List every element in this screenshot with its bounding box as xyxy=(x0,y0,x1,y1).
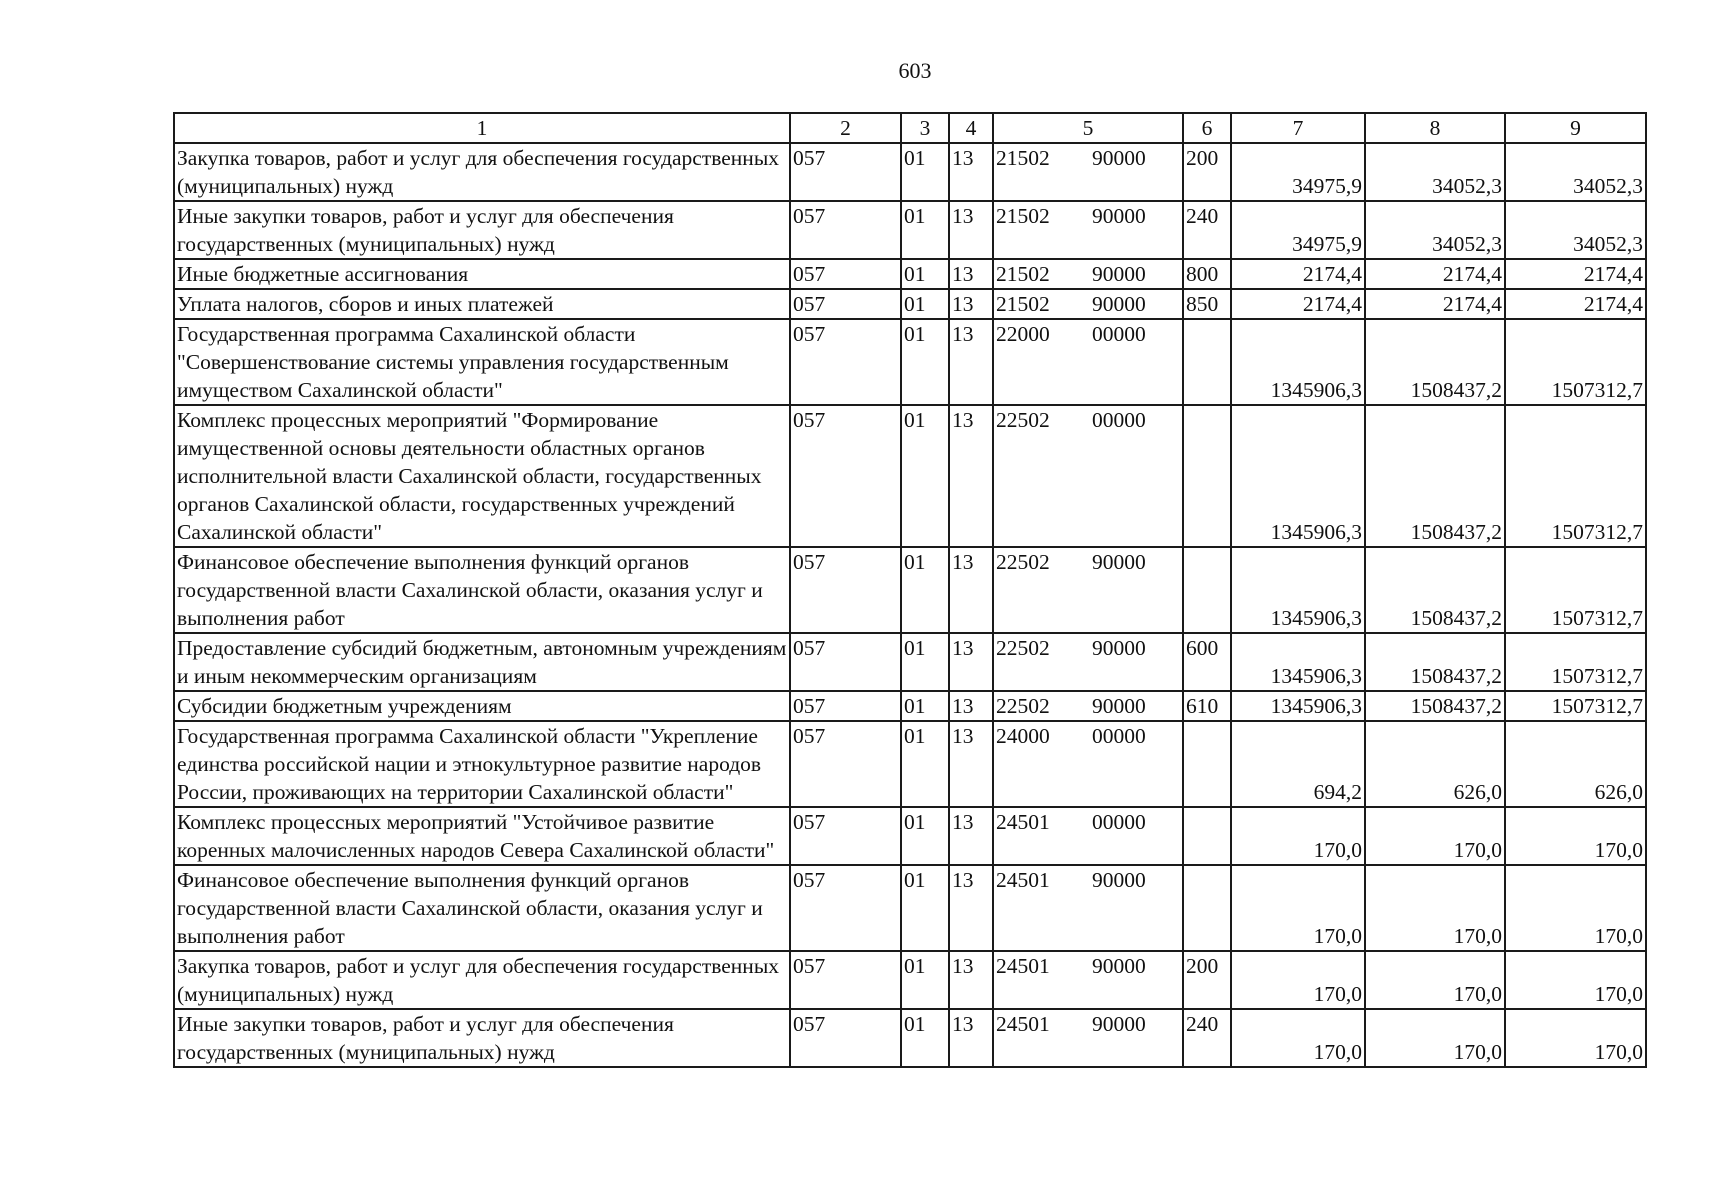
target-article-code xyxy=(993,865,1183,951)
target-article-program: 21502 xyxy=(996,292,1050,316)
target-article-direction: 90000 xyxy=(1092,694,1146,718)
amount-col-7: 170,0 xyxy=(1231,1009,1365,1067)
expense-type-code: 240 xyxy=(1183,1009,1231,1067)
amount-col-9: 1507312,7 xyxy=(1505,547,1646,633)
admin-code: 057 xyxy=(790,289,901,319)
table-row xyxy=(174,289,1646,319)
section-code: 01 xyxy=(901,259,949,289)
row-name: Комплекс процессных мероприятий "Устойчивое развитие коренных малочисленных народов Севера Сахалинской области" xyxy=(174,807,790,865)
row-name: Финансовое обеспечение выполнения функций органов государственной власти Сахалинской области, оказания услуг и выполнения работ xyxy=(174,547,790,633)
table-row xyxy=(174,633,1646,691)
target-article-code xyxy=(993,807,1183,865)
column-header-9: 9 xyxy=(1505,113,1646,143)
row-name: Уплата налогов, сборов и иных платежей xyxy=(174,289,790,319)
row-name: Государственная программа Сахалинской области "Совершенствование системы управления государственным имуществом Сахалинской области" xyxy=(174,319,790,405)
table-row xyxy=(174,259,1646,289)
amount-col-7: 170,0 xyxy=(1231,865,1365,951)
amount-col-8: 1508437,2 xyxy=(1365,319,1505,405)
admin-code: 057 xyxy=(790,633,901,691)
target-article-program: 22502 xyxy=(996,636,1050,660)
column-header-2: 2 xyxy=(790,113,901,143)
section-code: 01 xyxy=(901,865,949,951)
amount-col-9: 34052,3 xyxy=(1505,201,1646,259)
target-article-program: 22000 xyxy=(996,322,1050,346)
row-name: Закупка товаров, работ и услуг для обеспечения государственных (муниципальных) нужд xyxy=(174,951,790,1009)
admin-code: 057 xyxy=(790,721,901,807)
section-code: 01 xyxy=(901,1009,949,1067)
column-header-1: 1 xyxy=(174,113,790,143)
table-header-row xyxy=(174,113,1646,143)
target-article-direction: 90000 xyxy=(1092,262,1146,286)
target-article-direction: 90000 xyxy=(1092,868,1146,892)
amount-col-7: 1345906,3 xyxy=(1231,319,1365,405)
amount-col-9: 626,0 xyxy=(1505,721,1646,807)
amount-col-9: 1507312,7 xyxy=(1505,319,1646,405)
admin-code: 057 xyxy=(790,865,901,951)
subsection-code: 13 xyxy=(949,807,993,865)
admin-code: 057 xyxy=(790,319,901,405)
expense-type-code: 200 xyxy=(1183,143,1231,201)
amount-col-8: 170,0 xyxy=(1365,865,1505,951)
table-row xyxy=(174,951,1646,1009)
target-article-direction: 00000 xyxy=(1092,724,1146,748)
expense-type-code: 600 xyxy=(1183,633,1231,691)
section-code: 01 xyxy=(901,547,949,633)
target-article-direction: 90000 xyxy=(1092,550,1146,574)
table-row xyxy=(174,143,1646,201)
amount-col-9: 2174,4 xyxy=(1505,259,1646,289)
subsection-code: 13 xyxy=(949,1009,993,1067)
section-code: 01 xyxy=(901,143,949,201)
target-article-program: 22502 xyxy=(996,408,1050,432)
target-article-program: 24501 xyxy=(996,810,1050,834)
amount-col-9: 1507312,7 xyxy=(1505,633,1646,691)
subsection-code: 13 xyxy=(949,289,993,319)
amount-col-9: 170,0 xyxy=(1505,951,1646,1009)
row-name: Субсидии бюджетным учреждениям xyxy=(174,691,790,721)
admin-code: 057 xyxy=(790,1009,901,1067)
target-article-program: 21502 xyxy=(996,262,1050,286)
expense-type-code: 610 xyxy=(1183,691,1231,721)
target-article-direction: 90000 xyxy=(1092,292,1146,316)
target-article-program: 21502 xyxy=(996,204,1050,228)
amount-col-7: 1345906,3 xyxy=(1231,405,1365,547)
target-article-direction: 90000 xyxy=(1092,954,1146,978)
admin-code: 057 xyxy=(790,201,901,259)
target-article-program: 22502 xyxy=(996,694,1050,718)
target-article-code xyxy=(993,633,1183,691)
row-name: Предоставление субсидий бюджетным, автономным учреждениям и иным некоммерческим организациям xyxy=(174,633,790,691)
column-header-5: 5 xyxy=(993,113,1183,143)
section-code: 01 xyxy=(901,319,949,405)
amount-col-7: 2174,4 xyxy=(1231,289,1365,319)
subsection-code: 13 xyxy=(949,201,993,259)
row-name: Иные закупки товаров, работ и услуг для обеспечения государственных (муниципальных) нужд xyxy=(174,201,790,259)
row-name: Финансовое обеспечение выполнения функций органов государственной власти Сахалинской области, оказания услуг и выполнения работ xyxy=(174,865,790,951)
expense-type-code xyxy=(1183,865,1231,951)
amount-col-8: 1508437,2 xyxy=(1365,633,1505,691)
expense-type-code xyxy=(1183,547,1231,633)
target-article-code xyxy=(993,405,1183,547)
admin-code: 057 xyxy=(790,143,901,201)
subsection-code: 13 xyxy=(949,143,993,201)
target-article-direction: 00000 xyxy=(1092,322,1146,346)
section-code: 01 xyxy=(901,691,949,721)
admin-code: 057 xyxy=(790,405,901,547)
table-row xyxy=(174,319,1646,405)
section-code: 01 xyxy=(901,951,949,1009)
table-row xyxy=(174,721,1646,807)
amount-col-7: 1345906,3 xyxy=(1231,633,1365,691)
page-number: 603 xyxy=(898,58,932,83)
budget-table xyxy=(173,112,1647,1068)
admin-code: 057 xyxy=(790,951,901,1009)
amount-col-8: 1508437,2 xyxy=(1365,405,1505,547)
section-code: 01 xyxy=(901,201,949,259)
target-article-code xyxy=(993,1009,1183,1067)
row-name: Иные закупки товаров, работ и услуг для обеспечения государственных (муниципальных) нужд xyxy=(174,1009,790,1067)
target-article-direction: 90000 xyxy=(1092,146,1146,170)
target-article-code xyxy=(993,547,1183,633)
amount-col-8: 170,0 xyxy=(1365,807,1505,865)
expense-type-code: 800 xyxy=(1183,259,1231,289)
amount-col-7: 1345906,3 xyxy=(1231,691,1365,721)
column-header-3: 3 xyxy=(901,113,949,143)
amount-col-9: 170,0 xyxy=(1505,1009,1646,1067)
target-article-program: 21502 xyxy=(996,146,1050,170)
target-article-code xyxy=(993,259,1183,289)
target-article-direction: 00000 xyxy=(1092,408,1146,432)
expense-type-code xyxy=(1183,807,1231,865)
row-name: Комплекс процессных мероприятий "Формирование имущественной основы деятельности областных органов исполнительной власти Сахалинской области, государственных органов Сахалинской области, государственных учреждений Сахалинской области" xyxy=(174,405,790,547)
table-body xyxy=(174,143,1646,1067)
section-code: 01 xyxy=(901,807,949,865)
amount-col-8: 34052,3 xyxy=(1365,143,1505,201)
subsection-code: 13 xyxy=(949,319,993,405)
target-article-code xyxy=(993,143,1183,201)
amount-col-7: 170,0 xyxy=(1231,807,1365,865)
amount-col-9: 2174,4 xyxy=(1505,289,1646,319)
admin-code: 057 xyxy=(790,259,901,289)
amount-col-8: 34052,3 xyxy=(1365,201,1505,259)
target-article-direction: 90000 xyxy=(1092,636,1146,660)
admin-code: 057 xyxy=(790,807,901,865)
amount-col-7: 2174,4 xyxy=(1231,259,1365,289)
expense-type-code: 850 xyxy=(1183,289,1231,319)
subsection-code: 13 xyxy=(949,405,993,547)
expense-type-code: 240 xyxy=(1183,201,1231,259)
target-article-program: 24000 xyxy=(996,724,1050,748)
section-code: 01 xyxy=(901,405,949,547)
table-row xyxy=(174,201,1646,259)
amount-col-7: 34975,9 xyxy=(1231,143,1365,201)
table-row xyxy=(174,691,1646,721)
amount-col-7: 694,2 xyxy=(1231,721,1365,807)
row-name: Иные бюджетные ассигнования xyxy=(174,259,790,289)
expense-type-code: 200 xyxy=(1183,951,1231,1009)
row-name: Закупка товаров, работ и услуг для обеспечения государственных (муниципальных) нужд xyxy=(174,143,790,201)
target-article-direction: 90000 xyxy=(1092,204,1146,228)
target-article-program: 22502 xyxy=(996,550,1050,574)
target-article-code xyxy=(993,951,1183,1009)
amount-col-8: 1508437,2 xyxy=(1365,547,1505,633)
amount-col-9: 170,0 xyxy=(1505,865,1646,951)
amount-col-7: 170,0 xyxy=(1231,951,1365,1009)
expense-type-code xyxy=(1183,405,1231,547)
section-code: 01 xyxy=(901,289,949,319)
amount-col-7: 34975,9 xyxy=(1231,201,1365,259)
subsection-code: 13 xyxy=(949,865,993,951)
target-article-code xyxy=(993,691,1183,721)
column-header-6: 6 xyxy=(1183,113,1231,143)
admin-code: 057 xyxy=(790,547,901,633)
amount-col-8: 170,0 xyxy=(1365,951,1505,1009)
admin-code: 057 xyxy=(790,691,901,721)
amount-col-9: 34052,3 xyxy=(1505,143,1646,201)
expense-type-code xyxy=(1183,721,1231,807)
column-header-8: 8 xyxy=(1365,113,1505,143)
target-article-code xyxy=(993,319,1183,405)
target-article-code xyxy=(993,721,1183,807)
subsection-code: 13 xyxy=(949,547,993,633)
subsection-code: 13 xyxy=(949,259,993,289)
subsection-code: 13 xyxy=(949,951,993,1009)
column-header-7: 7 xyxy=(1231,113,1365,143)
target-article-direction: 90000 xyxy=(1092,1012,1146,1036)
table-row xyxy=(174,1009,1646,1067)
target-article-direction: 00000 xyxy=(1092,810,1146,834)
column-header-4: 4 xyxy=(949,113,993,143)
amount-col-8: 1508437,2 xyxy=(1365,691,1505,721)
target-article-program: 24501 xyxy=(996,868,1050,892)
section-code: 01 xyxy=(901,633,949,691)
target-article-program: 24501 xyxy=(996,1012,1050,1036)
amount-col-9: 1507312,7 xyxy=(1505,691,1646,721)
row-name: Государственная программа Сахалинской области "Укрепление единства российской нации и этнокультурное развитие народов России, проживающих на территории Сахалинской области" xyxy=(174,721,790,807)
amount-col-8: 2174,4 xyxy=(1365,289,1505,319)
amount-col-8: 170,0 xyxy=(1365,1009,1505,1067)
target-article-code xyxy=(993,289,1183,319)
subsection-code: 13 xyxy=(949,691,993,721)
subsection-code: 13 xyxy=(949,721,993,807)
table-row xyxy=(174,405,1646,547)
amount-col-9: 170,0 xyxy=(1505,807,1646,865)
target-article-program: 24501 xyxy=(996,954,1050,978)
table-row xyxy=(174,547,1646,633)
subsection-code: 13 xyxy=(949,633,993,691)
amount-col-8: 2174,4 xyxy=(1365,259,1505,289)
table-row xyxy=(174,807,1646,865)
amount-col-9: 1507312,7 xyxy=(1505,405,1646,547)
expense-type-code xyxy=(1183,319,1231,405)
table-row xyxy=(174,865,1646,951)
section-code: 01 xyxy=(901,721,949,807)
amount-col-7: 1345906,3 xyxy=(1231,547,1365,633)
target-article-code xyxy=(993,201,1183,259)
amount-col-8: 626,0 xyxy=(1365,721,1505,807)
